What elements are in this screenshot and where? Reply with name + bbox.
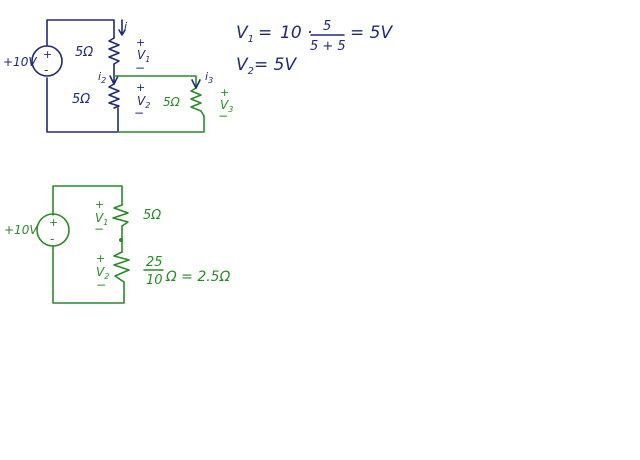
eq2-lhs: $V_2$ xyxy=(236,55,255,77)
circuit1-parallel-top-wire xyxy=(114,76,196,88)
circuit1-r3-voltage: $V_3$ xyxy=(220,98,234,114)
circuit-2 xyxy=(4,186,231,303)
circuit1-r2-minus: − xyxy=(134,106,145,120)
eq1-equals: = xyxy=(258,23,273,43)
eq1-lhs: $V_1$ xyxy=(236,23,255,45)
circuit1-r3-minus: − xyxy=(218,109,229,123)
circuit1-r3-current: $i_3$ xyxy=(205,70,214,85)
circuit1-resistor1-icon xyxy=(109,38,119,64)
circuit2-r2-numerator: 25 xyxy=(146,255,163,270)
circuit1-top-wire xyxy=(47,20,114,45)
circuit2-source-plus: + xyxy=(49,216,59,229)
circuit1-r3-plus: + xyxy=(220,86,230,99)
circuit2-r1-minus: − xyxy=(94,222,105,236)
equations xyxy=(236,19,393,77)
circuit2-source-label: +10V xyxy=(4,223,38,237)
circuit1-r2-value: 5Ω xyxy=(72,92,91,107)
circuit2-r2-value-tail: Ω = 2.5Ω xyxy=(166,269,231,285)
circuit2-r1-voltage: $V_1$ xyxy=(95,211,109,227)
circuit1-resistor3-icon xyxy=(191,88,204,116)
eq1-numerator: 5 xyxy=(323,19,332,34)
circuit1-resistor2-icon xyxy=(109,84,119,108)
circuit1-r1-voltage: $V_1$ xyxy=(137,48,151,64)
circuit1-r3-value: 5Ω xyxy=(163,95,180,109)
circuit2-r2-voltage: $V_2$ xyxy=(96,265,110,281)
circuit2-node-dot xyxy=(119,238,123,242)
circuit2-r2-denominator: 10 xyxy=(146,273,163,288)
circuit1-r2-current: $i_2$ xyxy=(98,70,107,85)
circuit1-r2-plus: + xyxy=(136,81,146,94)
circuit2-r1-plus: + xyxy=(95,198,105,211)
circuit-1 xyxy=(3,20,233,132)
circuit2-resistor2-icon xyxy=(114,252,129,282)
eq2-rhs: = 5V xyxy=(254,55,297,75)
circuit1-current-i: i xyxy=(124,20,128,33)
circuit1-r2-voltage: $V_2$ xyxy=(137,94,151,110)
circuit2-top-wire xyxy=(53,186,122,215)
circuit1-parallel-bottom-wire xyxy=(118,116,204,132)
circuit2-source-minus: - xyxy=(50,232,55,246)
circuit2-bottom-wire xyxy=(53,246,124,303)
circuit1-r1-minus: − xyxy=(135,61,146,75)
circuit1-source-minus: - xyxy=(44,63,49,77)
circuit1-source-plus: + xyxy=(43,48,53,61)
eq1-denominator: 5 + 5 xyxy=(310,39,346,54)
eq1-result: = 5V xyxy=(350,23,393,43)
eq1-factor: 10 · xyxy=(280,23,313,43)
circuit1-source-label: +10V xyxy=(3,55,37,69)
circuit1-r1-value: 5Ω xyxy=(75,45,94,60)
circuit2-r2-minus: − xyxy=(96,278,107,292)
circuit2-resistor1-icon xyxy=(113,205,128,226)
circuit1-r1-plus: + xyxy=(136,36,146,49)
circuit2-r2-plus: + xyxy=(96,252,106,265)
circuit2-r1-value: 5Ω xyxy=(143,208,162,223)
